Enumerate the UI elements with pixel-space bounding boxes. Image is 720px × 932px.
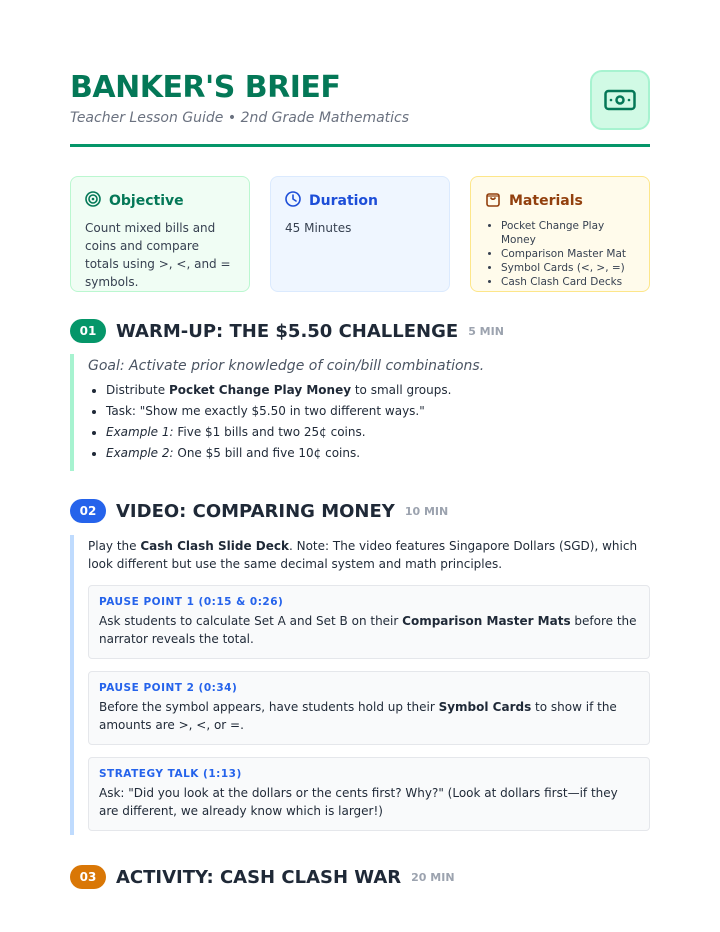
objective-card: [70, 176, 250, 292]
section-1-badge: 01: [70, 319, 106, 343]
list-item: • Task: "Show me exactly $5.50 in two different ways.": [106, 401, 650, 422]
pause-label: PAUSE POINT 1 (0:15 & 0:26): [99, 596, 284, 608]
header-divider: [70, 144, 650, 147]
materials-card: [470, 176, 650, 292]
list-item: • Example 2: One $5 bill and five 10¢ coins.: [106, 443, 650, 464]
bag-icon: [485, 191, 501, 211]
section-1-title: WARM-UP: THE $5.50 CHALLENGE: [116, 320, 459, 342]
section-2-badge: 02: [70, 499, 106, 523]
pause-point-2: [88, 671, 650, 745]
section-1-body: [70, 354, 650, 471]
duration-text: 45 Minutes: [285, 221, 352, 235]
section-3-time: 20 MIN: [411, 870, 455, 884]
section-1-bullets: [88, 380, 650, 464]
pause-text: Before the symbol appears, have students hold up their Symbol Cards to show if the amounts are >, <, or =.: [99, 700, 617, 732]
materials-title: Materials: [509, 193, 583, 209]
section-1-header: [70, 319, 504, 343]
list-item: • Cash Clash Card Decks: [501, 275, 635, 289]
objective-text: Count mixed bills and coins and compare totals using >, <, and = symbols.: [85, 221, 231, 289]
materials-list: [485, 219, 635, 289]
page-title: BANKER'S BRIEF: [70, 70, 341, 105]
pause-label: PAUSE POINT 2 (0:34): [99, 682, 238, 694]
section-2-body: [70, 535, 650, 835]
section-2-intro: Play the Cash Clash Slide Deck. Note: The video features Singapore Dollars (SGD), which look different but use the same decimal system and math principles.: [88, 539, 638, 571]
section-2-title: VIDEO: COMPARING MONEY: [116, 500, 395, 522]
section-3-header: [70, 865, 455, 889]
target-icon: [85, 191, 101, 211]
page-subtitle: Teacher Lesson Guide • 2nd Grade Mathematics: [70, 110, 410, 126]
pause-point-1: [88, 585, 650, 659]
objective-title: Objective: [109, 193, 184, 209]
list-item: • Pocket Change Play Money: [501, 219, 635, 247]
list-item: • Example 1: Five $1 bills and two 25¢ coins.: [106, 422, 650, 443]
pause-text: Ask: "Did you look at the dollars or the cents first? Why?" (Look at dollars first—if they are different, we already know which is larger!): [99, 786, 618, 818]
duration-title: Duration: [309, 193, 379, 209]
info-cards: [70, 176, 650, 292]
pause-label: STRATEGY TALK (1:13): [99, 768, 242, 780]
section-2-header: [70, 499, 448, 523]
page-header: [70, 70, 650, 150]
section-3-title: ACTIVITY: CASH CLASH WAR: [116, 866, 402, 888]
list-item: • Comparison Master Mat: [501, 247, 635, 261]
clock-icon: [285, 191, 301, 211]
banknote-icon: [590, 70, 650, 130]
section-1-goal: Goal: Activate prior knowledge of coin/bill combinations.: [88, 358, 485, 374]
section-3-badge: 03: [70, 865, 106, 889]
duration-card: [270, 176, 450, 292]
strategy-talk: [88, 757, 650, 831]
pause-text: Ask students to calculate Set A and Set B on their Comparison Master Mats before the narrator reveals the total.: [99, 614, 637, 646]
section-1-time: 5 MIN: [468, 324, 504, 338]
list-item: • Symbol Cards (<, >, =): [501, 261, 635, 275]
section-2-time: 10 MIN: [404, 504, 449, 518]
list-item: • Distribute Pocket Change Play Money to small groups.: [106, 380, 650, 401]
